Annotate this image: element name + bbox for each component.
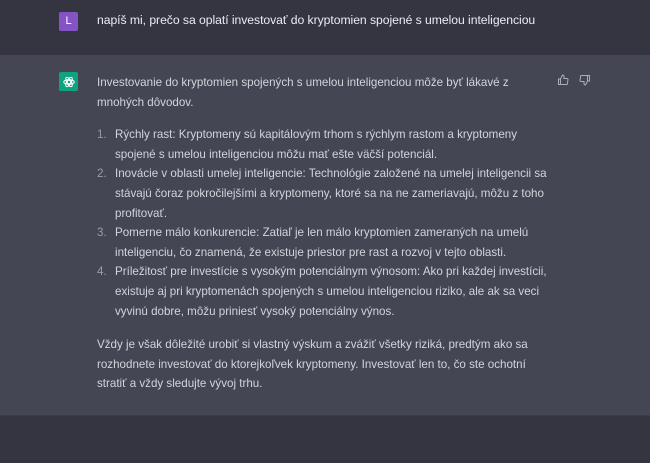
user-message-text: napíš mi, prečo sa oplatí investovať do kryptomien spojené s umelou inteligenciou (97, 13, 536, 27)
list-item: 4. Príležitosť pre investície s vysokým potenciálnym výnosom: Ako pri každej investícii, existuje aj pri kryptomenách spojených s umelou inteligenciou riziko, ale ak sa veci vyvinú dobre, môžu priniesť vysoký potenciálny výnos. (97, 265, 547, 318)
list-item: 2. Inovácie v oblasti umelej inteligencie: Technológie založené na umelej inteligencii sa stávajú čoraz pokročilejšími a kryptomeny, ktoré sa na ne zameriavajú, môžu z toho profitovať. (97, 167, 547, 220)
reasons-list (97, 125, 552, 321)
openai-logo-icon (59, 72, 78, 91)
user-avatar: L (59, 12, 78, 31)
outro-paragraph: Vždy je však dôležité urobiť si vlastný výskum a zvážiť všetky riziká, predtým ako sa rozhodnete investovať do ktorejkoľvek kryptomeny. Investovať len to, čo ste ochotní stratiť a vždy sledujte vývoj trhu. (97, 338, 528, 391)
list-item: 1. Rýchly rast: Kryptomeny sú kapitálovým trhom s rýchlym rastom a kryptomeny spojené s umelou inteligenciou môžu mať ešte väčší potenciál. (97, 128, 518, 161)
thumbs-up-icon[interactable] (557, 73, 569, 85)
thumbs-down-icon[interactable] (579, 73, 591, 85)
intro-paragraph: Investovanie do kryptomien spojených s umelou inteligenciou môže byť lákavé z mnohých dôvodov. (97, 76, 509, 109)
bottom-area (0, 416, 650, 463)
feedback-buttons (557, 73, 591, 85)
user-message-row (0, 0, 650, 56)
assistant-message-row (0, 55, 650, 416)
assistant-message-content (97, 73, 552, 394)
list-item: 3. Pomerne málo konkurencie: Zatiaľ je len málo kryptomien zameraných na umelú inteligenciu, čo znamená, že existuje priestor pre rast a rozvoj v tejto oblasti. (97, 226, 529, 259)
